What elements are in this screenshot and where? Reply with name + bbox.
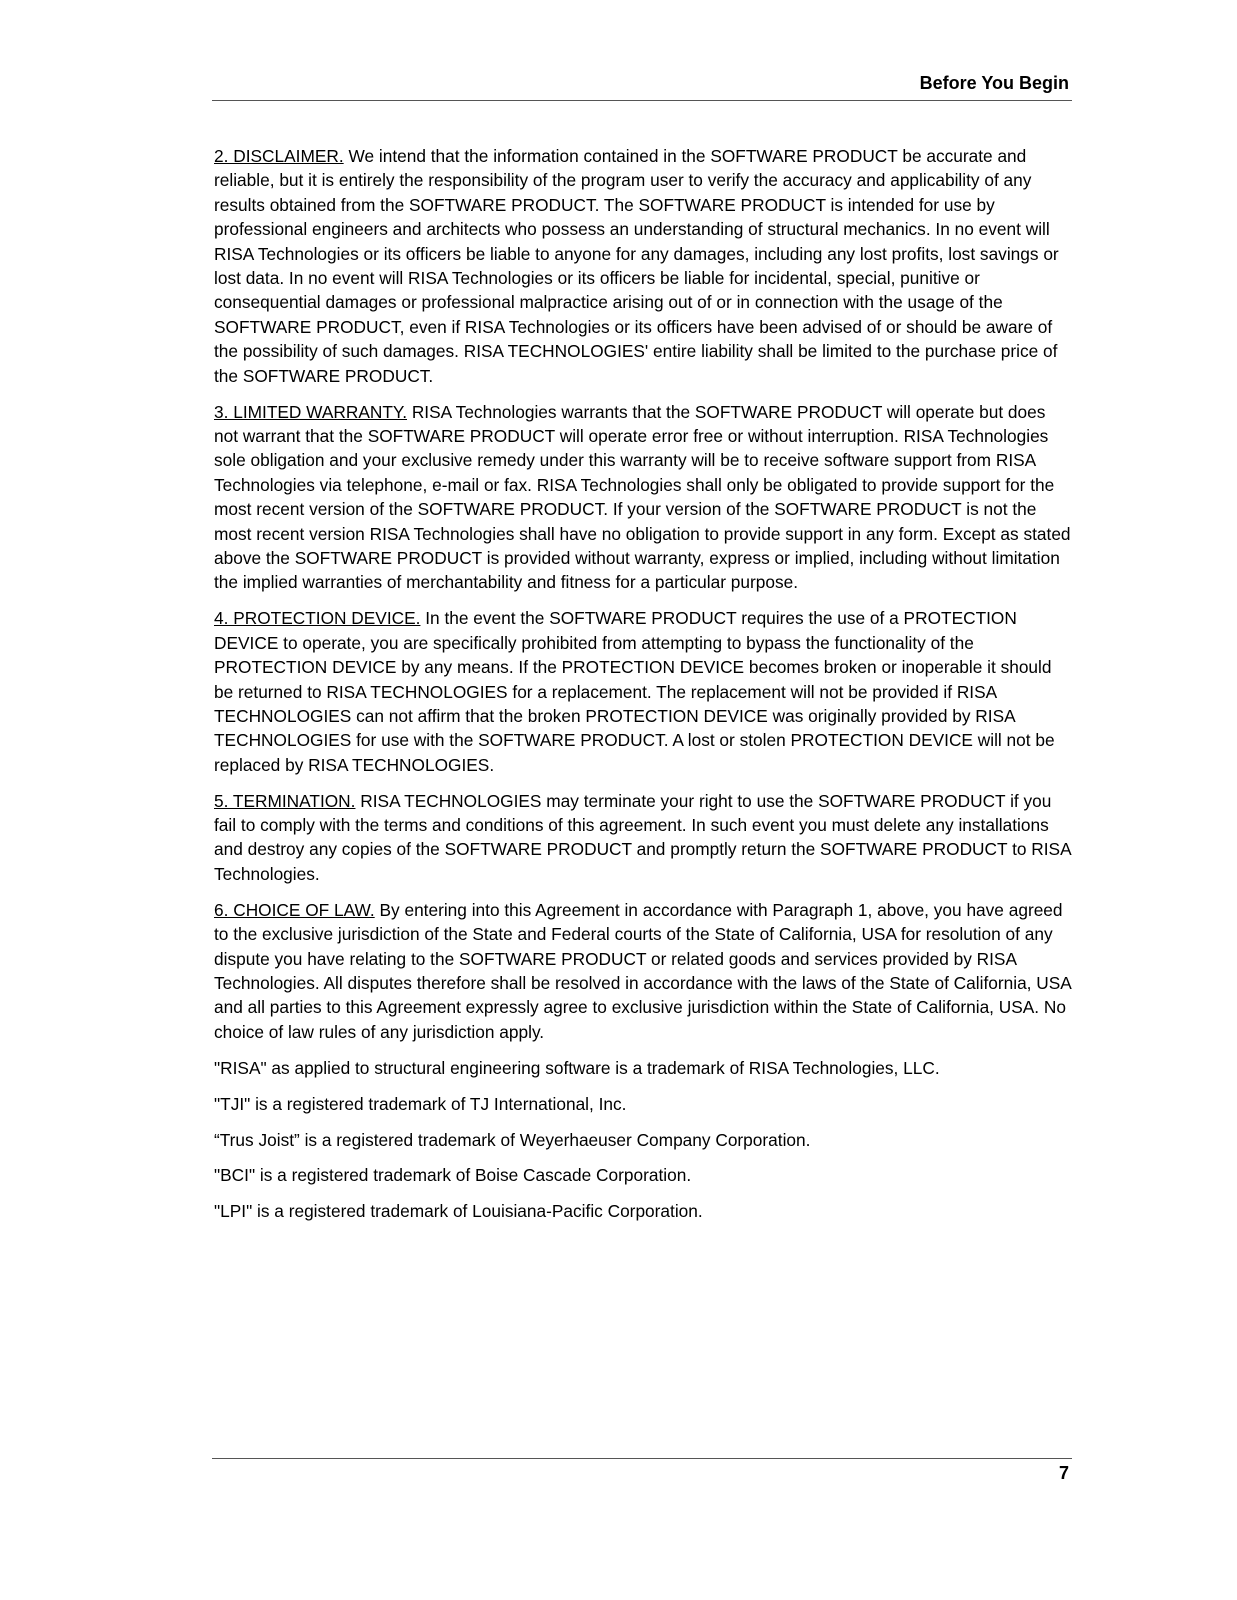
section-protection-device — [214, 606, 1072, 777]
footer-divider — [212, 1458, 1072, 1459]
trademark-tji: "TJI" is a registered trademark of TJ International, Inc. — [214, 1093, 627, 1114]
header-divider — [212, 100, 1072, 101]
section-body: By entering into this Agreement in accordance with Paragraph 1, above, you have agreed to the exclusive jurisdiction of the State and Federal courts of the State of California, USA for resolution of any dispute you have relating to the SOFTWARE PRODUCT or related goods and services provided by RISA Technologies. All disputes therefore shall be resolved in accordance with the laws of the State of California, USA and all parties to this Agreement expressly agree to exclusive jurisdiction within the State of California, USA. No choice of law rules of any jurisdiction apply. — [214, 899, 1071, 1042]
section-body: RISA TECHNOLOGIES may terminate your right to use the SOFTWARE PRODUCT if you fail to comply with the terms and conditions of this agreement. In such event you must delete any installations and destroy any copies of the SOFTWARE PRODUCT and promptly return the SOFTWARE PRODUCT to RISA Technologies. — [214, 790, 1071, 884]
document-body — [214, 144, 1072, 1235]
section-heading: 2. DISCLAIMER. — [214, 146, 344, 166]
page-header-title: Before You Begin — [919, 73, 1069, 93]
section-choice-of-law — [214, 898, 1072, 1044]
trademark-bci: "BCI" is a registered trademark of Boise Cascade Corporation. — [214, 1165, 692, 1186]
section-limited-warranty — [214, 400, 1072, 595]
section-heading: 4. PROTECTION DEVICE. — [214, 608, 421, 629]
trademark-trus-joist: “Trus Joist” is a registered trademark of Weyerhaeuser Company Corporation. — [214, 1129, 811, 1150]
section-heading: 3. LIMITED WARRANTY. — [214, 401, 408, 422]
section-body: We intend that the information contained in the SOFTWARE PRODUCT be accurate and reliable, but it is entirely the responsibility of the program user to verify the accuracy and applicability of any results obtained from the SOFTWARE PRODUCT. The SOFTWARE PRODUCT is intended for use by professional engineers and architects who possess an understanding of structural mechanics. In no event will RISA Technologies or its officers be liable to anyone for any damages, including any lost profits, lost savings or lost data. In no event will RISA Technologies or its officers be liable for incidental, special, punitive or consequential damages or professional malpractice arising out of or in connection with the usage of the SOFTWARE PRODUCT, even if RISA Technologies or its officers have been advised of or should be aware of the possibility of such damages. RISA TECHNOLOGIES' entire liability shall be limited to the purchase price of the SOFTWARE PRODUCT. — [214, 146, 1059, 386]
section-body: RISA Technologies warrants that the SOFTWARE PRODUCT will operate but does not warrant that the SOFTWARE PRODUCT will operate error free or without interruption. RISA Technologies sole obligation and your exclusive remedy under this warranty will be to receive software support from RISA Technologies via telephone, e-mail or fax. RISA Technologies shall only be obligated to provide support for the most recent version of the SOFTWARE PRODUCT. If your version of the SOFTWARE PRODUCT is not the most recent version RISA Technologies shall have no obligation to provide support in any form. Except as stated above the SOFTWARE PRODUCT is provided without warranty, express or implied, including without limitation the implied warranties of merchantability and fitness for a particular purpose. — [214, 401, 1071, 593]
page-number: 7 — [1058, 1463, 1069, 1483]
section-body: In the event the SOFTWARE PRODUCT requires the use of a PROTECTION DEVICE to operate, you are specifically prohibited from attempting to bypass the functionality of the PROTECTION DEVICE by any means. If the PROTECTION DEVICE becomes broken or inoperable it should be returned to RISA TECHNOLOGIES for a replacement. The replacement will not be provided if RISA TECHNOLOGIES can not affirm that the broken PROTECTION DEVICE was originally provided by RISA TECHNOLOGIES for use with the SOFTWARE PRODUCT. A lost or stolen PROTECTION DEVICE will not be replaced by RISA TECHNOLOGIES. — [214, 608, 1055, 775]
section-heading: 6. CHOICE OF LAW. — [214, 899, 375, 920]
trademark-lpi: "LPI" is a registered trademark of Louisiana-Pacific Corporation. — [214, 1201, 703, 1222]
trademark-risa: "RISA" as applied to structural engineering software is a trademark of RISA Technologies, LLC. — [214, 1057, 940, 1078]
section-disclaimer — [214, 144, 1072, 388]
section-heading: 5. TERMINATION. — [214, 790, 356, 811]
section-termination — [214, 789, 1072, 887]
